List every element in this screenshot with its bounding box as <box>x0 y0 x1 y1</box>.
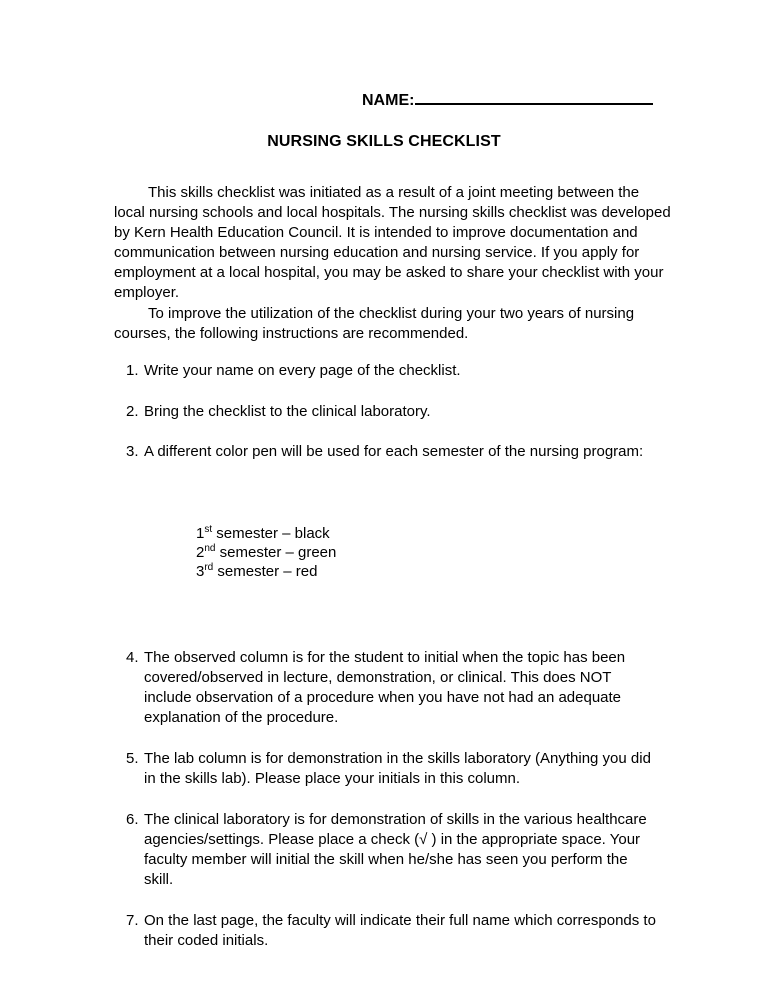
name-field <box>362 88 653 110</box>
semester-color-text: semester – black <box>212 525 330 542</box>
list-item-number: 3. <box>126 443 139 460</box>
list-item-text: The clinical laboratory is for demonstration of skills in the various healthcare agencies/settings. Please place a check (√ ) in the appropriate space. Your faculty member will initial the skill when he/she has seen you perform the skill. <box>144 811 647 888</box>
page-title: NURSING SKILLS CHECKLIST <box>267 133 501 150</box>
name-blank-line <box>415 88 653 105</box>
semester-ordinal: 3 <box>196 563 205 580</box>
semester-row <box>196 543 336 562</box>
list-item-number: 1. <box>126 362 139 379</box>
list-item-number: 4. <box>126 649 139 666</box>
semester-row <box>196 524 336 543</box>
semester-color-text: semester – red <box>213 563 318 580</box>
name-label: NAME: <box>362 92 415 109</box>
semester-ordinal-suffix: rd <box>204 562 214 573</box>
list-item-number: 2. <box>126 403 139 420</box>
semester-ordinal: 1 <box>196 525 205 542</box>
list-item-text: The lab column is for demonstration in the skills laboratory (Anything you did in the skills lab). Please place your initials in this column. <box>144 750 651 787</box>
list-item-number: 6. <box>126 811 139 828</box>
list-item-text: On the last page, the faculty will indicate their full name which corresponds to their coded initials. <box>144 912 656 949</box>
list-item-text: Write your name on every page of the checklist. <box>144 362 461 379</box>
semester-color-list <box>196 524 336 581</box>
semester-ordinal: 2 <box>196 544 205 561</box>
list-item-text: Bring the checklist to the clinical laboratory. <box>144 403 431 420</box>
intro-paragraph-2-text: To improve the utilization of the checklist during your two years of nursing courses, the following instructions are recommended. <box>114 305 635 342</box>
semester-color-text: semester – green <box>215 544 337 561</box>
semester-ordinal-suffix: st <box>204 524 213 535</box>
list-item-number: 7. <box>126 912 139 929</box>
semester-ordinal-suffix: nd <box>204 543 216 554</box>
intro-paragraph-2 <box>114 304 674 344</box>
intro-paragraph-1-text: This skills checklist was initiated as a result of a joint meeting between the local nursing schools and local hospitals. The nursing skills checklist was developed by Kern Health Education Council. It is intended to improve documentation and communication between nursing education and nursing service. If you apply for employment at a local hospital, you may be asked to share your checklist with your employer. <box>114 184 671 301</box>
intro-paragraph-1 <box>114 183 674 303</box>
list-item-number: 5. <box>126 750 139 767</box>
list-item-text: A different color pen will be used for each semester of the nursing program: <box>144 443 644 460</box>
semester-row <box>196 562 336 581</box>
list-item-text: The observed column is for the student to initial when the topic has been covered/observed in lecture, demonstration, or clinical. This does NOT include observation of a procedure when you have not had an adequate explanation of the procedure. <box>144 649 626 726</box>
